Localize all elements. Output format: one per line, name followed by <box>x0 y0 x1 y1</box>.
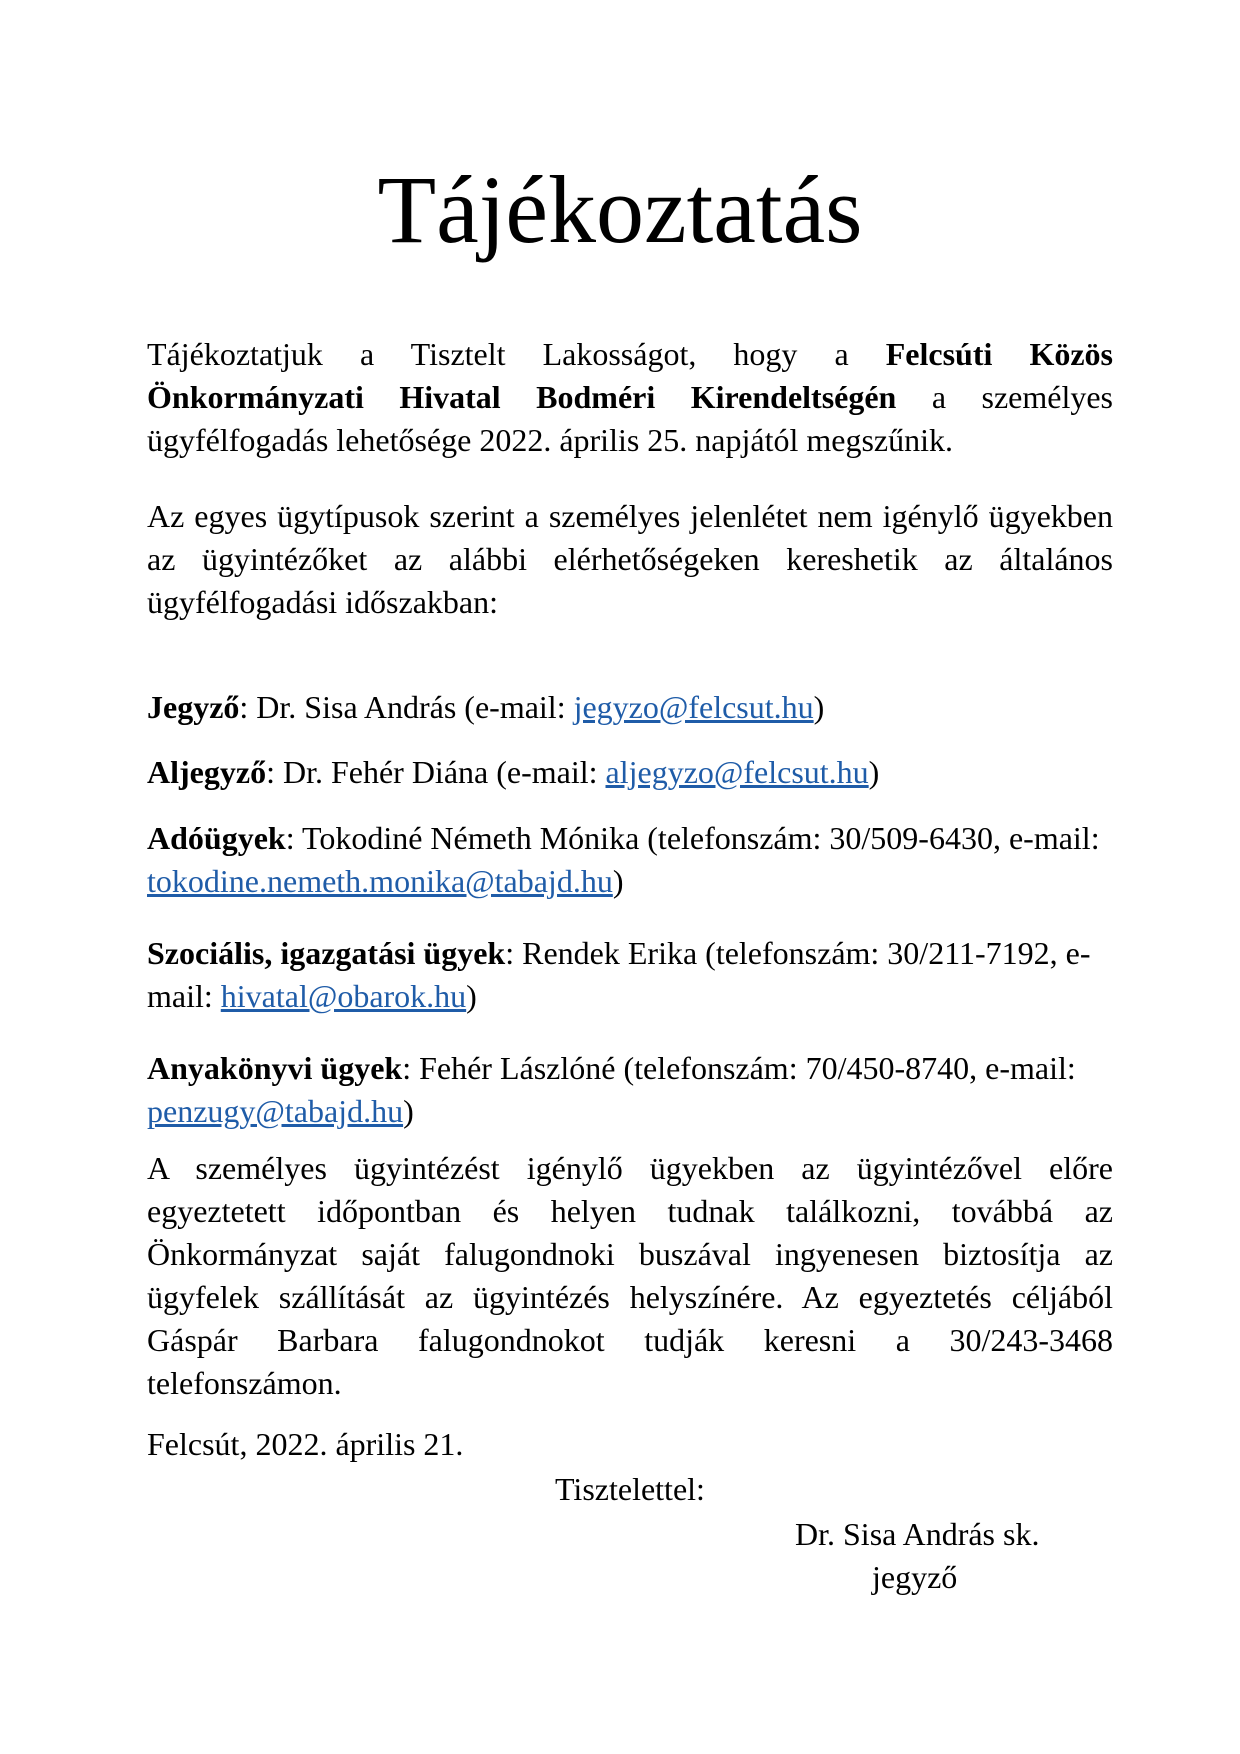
intro-paragraph <box>147 333 1113 462</box>
contact-details: : Tokodiné Németh Mónika (telefonszám: 30/509-6430, e-mail: <box>285 820 1100 856</box>
contact-details: : Fehér Lászlóné (telefonszám: 70/450-8740, e-mail: <box>402 1050 1076 1086</box>
page-title: Tájékoztatás <box>377 156 863 263</box>
email-link[interactable]: hivatal@obarok.hu <box>220 978 467 1014</box>
contact-anyakonyv <box>147 1047 1113 1133</box>
email-link[interactable]: penzugy@tabajd.hu <box>147 1093 404 1129</box>
contact-close: ) <box>466 978 477 1014</box>
contact-role: Szociális, igazgatási ügyek <box>147 935 506 971</box>
contact-close: ) <box>813 689 825 725</box>
contact-ado <box>147 817 1113 903</box>
email-link[interactable]: jegyzo@felcsut.hu <box>573 689 814 725</box>
contact-aljegyzo <box>147 751 1113 794</box>
contact-role: Anyakönyvi ügyek <box>147 1050 403 1086</box>
contact-details: : Dr. Sisa András (e-mail: <box>239 689 574 725</box>
contact-role: Aljegyző <box>147 754 267 790</box>
signer-name: Dr. Sisa András sk. <box>795 1516 1040 1552</box>
contact-role: Adóügyek <box>147 820 286 856</box>
email-link[interactable]: tokodine.nemeth.monika@tabajd.hu <box>147 863 613 899</box>
email-link[interactable]: aljegyzo@felcsut.hu <box>605 754 869 790</box>
contact-close: ) <box>403 1093 414 1129</box>
office-name: Felcsúti Közös Önkormányzati Hivatal Bodméri Kirendeltségén <box>147 336 1114 415</box>
greeting: Tisztelettel: <box>555 1471 705 1507</box>
contact-role: Jegyző <box>147 689 240 725</box>
intro-text-before: Tájékoztatjuk a Tisztelt Lakosságot, hogy a <box>147 336 886 372</box>
intro-text-after: a személyes ügyfélfogadás lehetősége 2022. április 25. napjától megszűnik. <box>147 379 1114 458</box>
closing-paragraph: A személyes ügyintézést igénylő ügyekben az ügyintézővel előre egyeztetett időpontban és helyen tudnak találkozni, továbbá az Önkormányzat saját falugondnoki buszával ingyenesen biztosítja az ügyfelek szállítását az ügyintézés helyszínére. Az egyeztetés céljából Gáspár Barbara falugondnokot tudják keresni a 30/243-3468 telefonszámon. <box>147 1150 1113 1401</box>
signer-title: jegyző <box>872 1559 958 1595</box>
contact-close: ) <box>612 863 624 899</box>
contact-details: : Rendek Erika (telefonszám: 30/211-7192, e-mail: <box>147 935 1091 1014</box>
contact-szocialis <box>147 932 1113 1018</box>
contact-jegyzo <box>147 686 1113 729</box>
lead-paragraph: Az egyes ügytípusok szerint a személyes jelenlétet nem igénylő ügyekben az ügyintézőket az alábbi elérhetőségeken kereshetik az általános ügyfélfogadási időszakban: <box>147 498 1113 620</box>
place-date: Felcsút, 2022. április 21. <box>147 1426 464 1462</box>
contact-close: ) <box>868 754 880 790</box>
contact-details: : Dr. Fehér Diána (e-mail: <box>266 754 606 790</box>
